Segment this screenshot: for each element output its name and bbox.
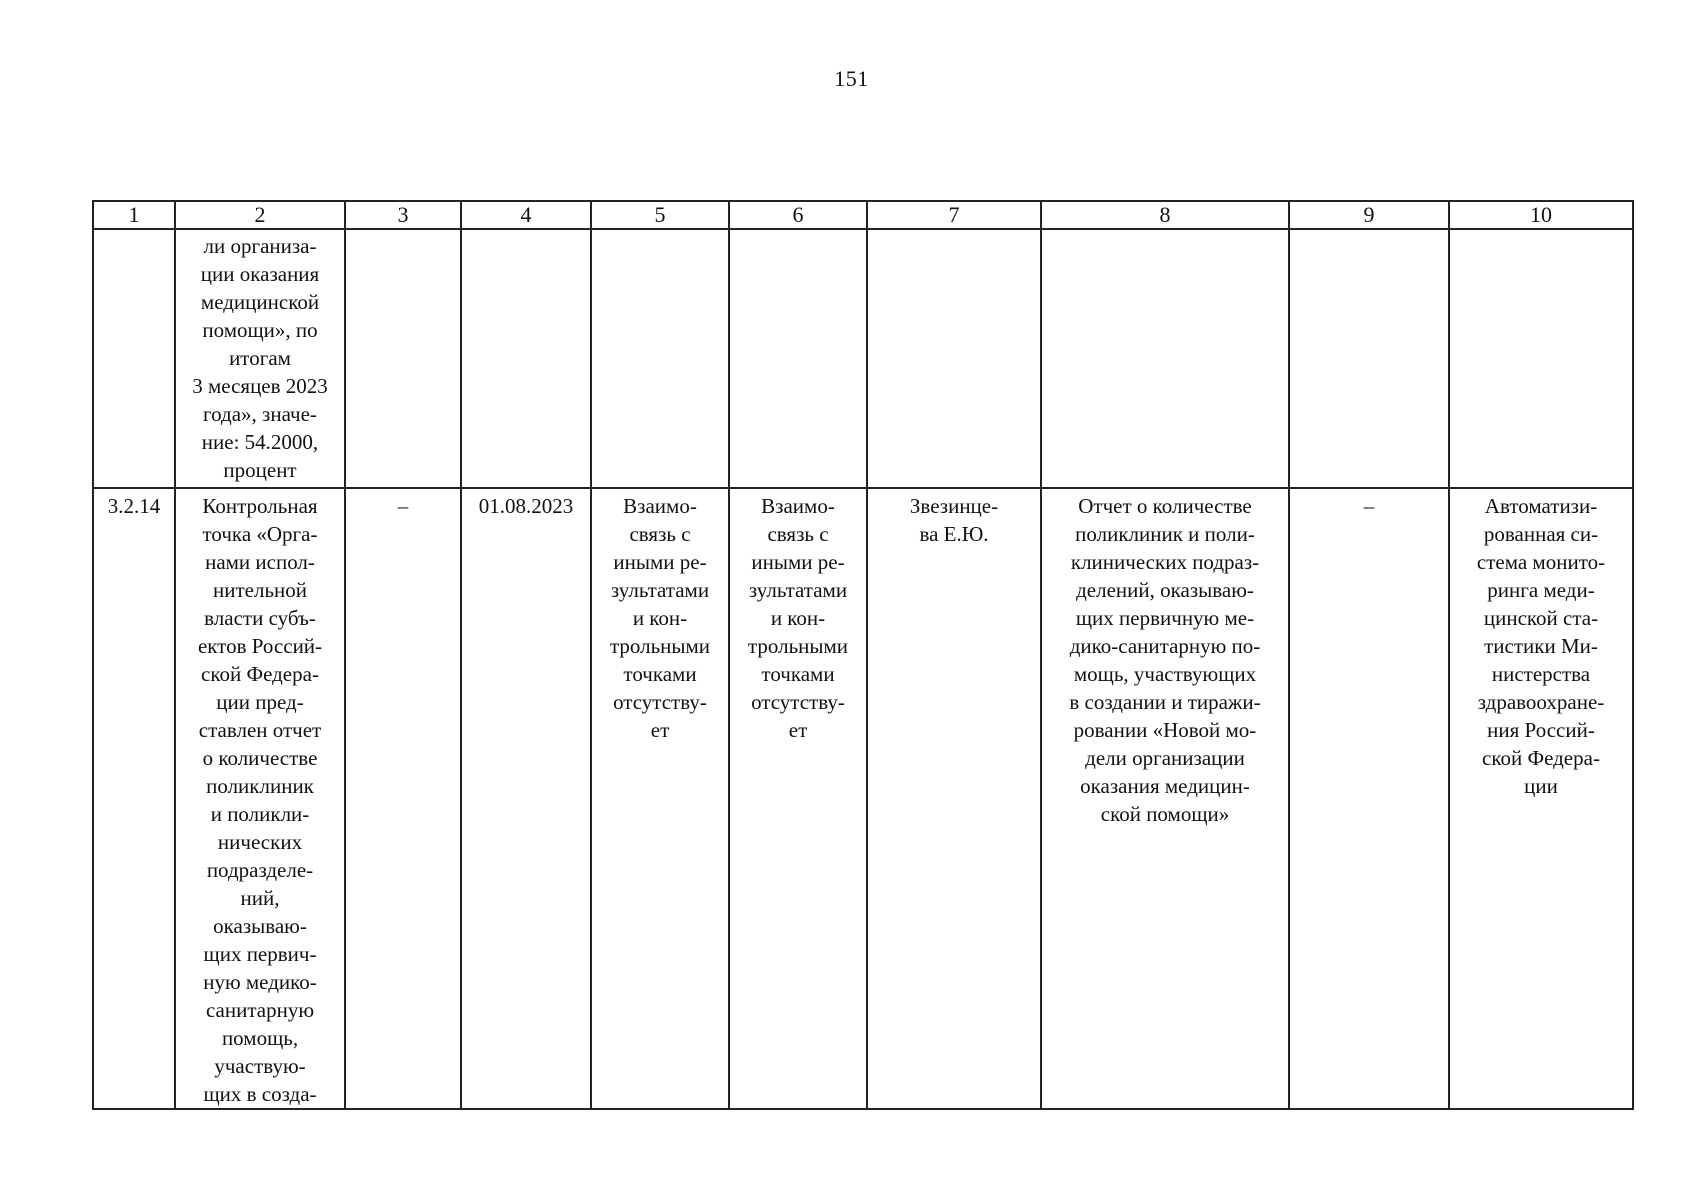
- cell-col-5: [591, 229, 729, 488]
- header-cell-8: 8: [1041, 201, 1289, 229]
- header-cell-7: 7: [867, 201, 1041, 229]
- cell-col-9: –: [1289, 488, 1449, 1109]
- header-cell-2: 2: [175, 201, 345, 229]
- cell-responsible: Звезинце- ва Е.Ю.: [867, 488, 1041, 1109]
- header-cell-5: 5: [591, 201, 729, 229]
- cell-number: 3.2.14: [93, 488, 175, 1109]
- cell-col-6: [729, 229, 867, 488]
- cell-result: Отчет о количестве поликлиник и поли- клинических подраз- делений, оказываю- щих первичную ме- дико-санитарную по- мощь, участвующих в создании и тиражи- ровании «Новой мо- дели организации оказания медицин- ской помощи»: [1041, 488, 1289, 1109]
- cell-responsible: [867, 229, 1041, 488]
- header-cell-3: 3: [345, 201, 461, 229]
- header-cell-9: 9: [1289, 201, 1449, 229]
- table-row: [93, 488, 1633, 1109]
- cell-system: Автоматизи- рованная си- стема монито- ринга меди- цинской ста- тистики Ми- нистерства здравоохране- ния Россий- ской Федера- ции: [1449, 488, 1633, 1109]
- header-cell-1: 1: [93, 201, 175, 229]
- cell-date: [461, 229, 591, 488]
- cell-system: [1449, 229, 1633, 488]
- cell-col-5: Взаимо- связь с иными ре- зультатами и кон- трольными точками отсутству- ет: [591, 488, 729, 1109]
- header-cell-6: 6: [729, 201, 867, 229]
- cell-date: 01.08.2023: [461, 488, 591, 1109]
- header-cell-10: 10: [1449, 201, 1633, 229]
- page-number: 151: [834, 66, 869, 91]
- table-row: [93, 229, 1633, 488]
- header-cell-4: 4: [461, 201, 591, 229]
- cell-col-3: [345, 229, 461, 488]
- cell-description: Контрольная точка «Орга- нами испол- нительной власти субъ- ектов Россий- ской Федера- ции пред- ставлен отчет о количестве поликлиник и поликли- нических подразделе- ний, оказываю- щих первич- ную медико- санитарную помощь, участвую- щих в созда-: [175, 488, 345, 1109]
- header-row: [93, 201, 1633, 229]
- cell-number: [93, 229, 175, 488]
- cell-description: ли организа- ции оказания медицинской помощи», по итогам 3 месяцев 2023 года», значе- ние: 54.2000, процент: [175, 229, 345, 488]
- cell-col-6: Взаимо- связь с иными ре- зультатами и кон- трольными точками отсутству- ет: [729, 488, 867, 1109]
- cell-result: [1041, 229, 1289, 488]
- schedule-table: [92, 200, 1634, 1110]
- cell-col-3: –: [345, 488, 461, 1109]
- cell-col-9: [1289, 229, 1449, 488]
